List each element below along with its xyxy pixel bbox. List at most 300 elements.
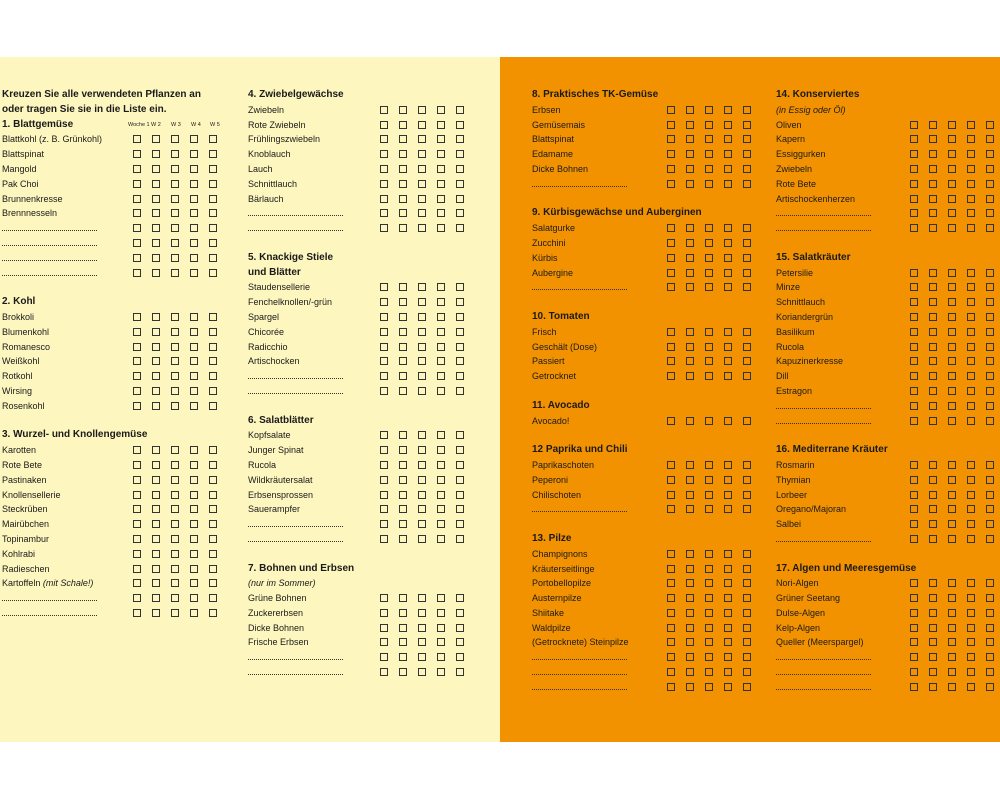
week-checkbox[interactable] <box>705 180 713 188</box>
week-checkbox[interactable] <box>967 668 975 676</box>
week-checkbox[interactable] <box>705 343 713 351</box>
week-checkbox[interactable] <box>667 106 675 114</box>
week-checkbox[interactable] <box>380 638 388 646</box>
week-checkbox[interactable] <box>686 550 694 558</box>
week-checkbox[interactable] <box>437 431 445 439</box>
week-checkbox[interactable] <box>456 624 464 632</box>
week-checkbox[interactable] <box>910 357 918 365</box>
week-checkbox[interactable] <box>152 150 160 158</box>
week-checkbox[interactable] <box>910 417 918 425</box>
write-in-line[interactable] <box>532 177 627 187</box>
week-checkbox[interactable] <box>190 165 198 173</box>
week-checkbox[interactable] <box>437 535 445 543</box>
week-checkbox[interactable] <box>456 283 464 291</box>
week-checkbox[interactable] <box>133 520 141 528</box>
week-checkbox[interactable] <box>133 135 141 143</box>
week-checkbox[interactable] <box>399 520 407 528</box>
week-checkbox[interactable] <box>948 121 956 129</box>
week-checkbox[interactable] <box>724 328 732 336</box>
week-checkbox[interactable] <box>418 505 426 513</box>
week-checkbox[interactable] <box>418 638 426 646</box>
week-checkbox[interactable] <box>667 121 675 129</box>
week-checkbox[interactable] <box>986 624 994 632</box>
week-checkbox[interactable] <box>929 313 937 321</box>
week-checkbox[interactable] <box>705 550 713 558</box>
week-checkbox[interactable] <box>171 357 179 365</box>
week-checkbox[interactable] <box>380 283 388 291</box>
week-checkbox[interactable] <box>967 121 975 129</box>
week-checkbox[interactable] <box>437 638 445 646</box>
week-checkbox[interactable] <box>686 653 694 661</box>
week-checkbox[interactable] <box>910 579 918 587</box>
week-checkbox[interactable] <box>399 624 407 632</box>
week-checkbox[interactable] <box>456 224 464 232</box>
write-in-line[interactable] <box>2 221 97 231</box>
week-checkbox[interactable] <box>967 520 975 528</box>
week-checkbox[interactable] <box>986 195 994 203</box>
week-checkbox[interactable] <box>152 343 160 351</box>
week-checkbox[interactable] <box>743 106 751 114</box>
week-checkbox[interactable] <box>399 668 407 676</box>
week-checkbox[interactable] <box>929 150 937 158</box>
week-checkbox[interactable] <box>380 520 388 528</box>
week-checkbox[interactable] <box>986 683 994 691</box>
week-checkbox[interactable] <box>133 195 141 203</box>
week-checkbox[interactable] <box>948 209 956 217</box>
week-checkbox[interactable] <box>399 106 407 114</box>
week-checkbox[interactable] <box>399 505 407 513</box>
week-checkbox[interactable] <box>967 402 975 410</box>
week-checkbox[interactable] <box>667 579 675 587</box>
week-checkbox[interactable] <box>743 683 751 691</box>
write-in-line[interactable] <box>532 680 627 690</box>
week-checkbox[interactable] <box>152 224 160 232</box>
week-checkbox[interactable] <box>418 446 426 454</box>
week-checkbox[interactable] <box>437 357 445 365</box>
week-checkbox[interactable] <box>380 624 388 632</box>
week-checkbox[interactable] <box>418 431 426 439</box>
week-checkbox[interactable] <box>133 609 141 617</box>
week-checkbox[interactable] <box>418 594 426 602</box>
week-checkbox[interactable] <box>929 476 937 484</box>
week-checkbox[interactable] <box>380 609 388 617</box>
week-checkbox[interactable] <box>948 609 956 617</box>
week-checkbox[interactable] <box>133 328 141 336</box>
week-checkbox[interactable] <box>380 313 388 321</box>
week-checkbox[interactable] <box>948 328 956 336</box>
week-checkbox[interactable] <box>209 328 217 336</box>
week-checkbox[interactable] <box>399 609 407 617</box>
write-in-line[interactable] <box>776 414 871 424</box>
week-checkbox[interactable] <box>686 505 694 513</box>
week-checkbox[interactable] <box>667 565 675 573</box>
week-checkbox[interactable] <box>171 491 179 499</box>
week-checkbox[interactable] <box>967 491 975 499</box>
week-checkbox[interactable] <box>437 609 445 617</box>
week-checkbox[interactable] <box>133 224 141 232</box>
week-checkbox[interactable] <box>171 254 179 262</box>
week-checkbox[interactable] <box>190 520 198 528</box>
week-checkbox[interactable] <box>418 195 426 203</box>
week-checkbox[interactable] <box>929 328 937 336</box>
week-checkbox[interactable] <box>948 343 956 351</box>
week-checkbox[interactable] <box>399 476 407 484</box>
week-checkbox[interactable] <box>948 298 956 306</box>
week-checkbox[interactable] <box>209 535 217 543</box>
week-checkbox[interactable] <box>986 535 994 543</box>
week-checkbox[interactable] <box>929 224 937 232</box>
week-checkbox[interactable] <box>686 609 694 617</box>
week-checkbox[interactable] <box>209 505 217 513</box>
week-checkbox[interactable] <box>152 239 160 247</box>
week-checkbox[interactable] <box>171 387 179 395</box>
week-checkbox[interactable] <box>724 283 732 291</box>
week-checkbox[interactable] <box>133 209 141 217</box>
week-checkbox[interactable] <box>418 150 426 158</box>
week-checkbox[interactable] <box>667 668 675 676</box>
week-checkbox[interactable] <box>724 683 732 691</box>
week-checkbox[interactable] <box>986 579 994 587</box>
week-checkbox[interactable] <box>418 520 426 528</box>
week-checkbox[interactable] <box>437 328 445 336</box>
week-checkbox[interactable] <box>667 476 675 484</box>
week-checkbox[interactable] <box>209 150 217 158</box>
week-checkbox[interactable] <box>209 269 217 277</box>
week-checkbox[interactable] <box>456 446 464 454</box>
write-in-line[interactable] <box>2 236 97 246</box>
week-checkbox[interactable] <box>437 121 445 129</box>
week-checkbox[interactable] <box>929 609 937 617</box>
week-checkbox[interactable] <box>929 594 937 602</box>
week-checkbox[interactable] <box>133 269 141 277</box>
week-checkbox[interactable] <box>209 461 217 469</box>
week-checkbox[interactable] <box>399 431 407 439</box>
week-checkbox[interactable] <box>986 417 994 425</box>
week-checkbox[interactable] <box>705 505 713 513</box>
week-checkbox[interactable] <box>724 624 732 632</box>
week-checkbox[interactable] <box>152 165 160 173</box>
week-checkbox[interactable] <box>686 150 694 158</box>
write-in-line[interactable] <box>248 665 343 675</box>
week-checkbox[interactable] <box>929 387 937 395</box>
week-checkbox[interactable] <box>171 269 179 277</box>
week-checkbox[interactable] <box>948 624 956 632</box>
week-checkbox[interactable] <box>399 195 407 203</box>
week-checkbox[interactable] <box>910 668 918 676</box>
week-checkbox[interactable] <box>686 224 694 232</box>
week-checkbox[interactable] <box>743 638 751 646</box>
week-checkbox[interactable] <box>456 106 464 114</box>
week-checkbox[interactable] <box>456 491 464 499</box>
week-checkbox[interactable] <box>437 135 445 143</box>
week-checkbox[interactable] <box>456 638 464 646</box>
week-checkbox[interactable] <box>133 254 141 262</box>
week-checkbox[interactable] <box>705 624 713 632</box>
week-checkbox[interactable] <box>152 313 160 321</box>
week-checkbox[interactable] <box>929 520 937 528</box>
week-checkbox[interactable] <box>190 387 198 395</box>
week-checkbox[interactable] <box>667 417 675 425</box>
week-checkbox[interactable] <box>667 269 675 277</box>
week-checkbox[interactable] <box>190 372 198 380</box>
week-checkbox[interactable] <box>686 269 694 277</box>
week-checkbox[interactable] <box>209 565 217 573</box>
week-checkbox[interactable] <box>705 150 713 158</box>
week-checkbox[interactable] <box>209 357 217 365</box>
week-checkbox[interactable] <box>910 387 918 395</box>
week-checkbox[interactable] <box>418 135 426 143</box>
week-checkbox[interactable] <box>929 505 937 513</box>
write-in-line[interactable] <box>776 206 871 216</box>
week-checkbox[interactable] <box>437 668 445 676</box>
week-checkbox[interactable] <box>948 505 956 513</box>
week-checkbox[interactable] <box>380 446 388 454</box>
week-checkbox[interactable] <box>705 668 713 676</box>
week-checkbox[interactable] <box>152 402 160 410</box>
week-checkbox[interactable] <box>399 446 407 454</box>
week-checkbox[interactable] <box>724 121 732 129</box>
week-checkbox[interactable] <box>910 491 918 499</box>
week-checkbox[interactable] <box>986 638 994 646</box>
week-checkbox[interactable] <box>686 579 694 587</box>
week-checkbox[interactable] <box>456 372 464 380</box>
week-checkbox[interactable] <box>724 505 732 513</box>
week-checkbox[interactable] <box>209 387 217 395</box>
week-checkbox[interactable] <box>929 269 937 277</box>
week-checkbox[interactable] <box>399 535 407 543</box>
week-checkbox[interactable] <box>171 313 179 321</box>
week-checkbox[interactable] <box>686 461 694 469</box>
week-checkbox[interactable] <box>667 461 675 469</box>
week-checkbox[interactable] <box>948 668 956 676</box>
week-checkbox[interactable] <box>986 298 994 306</box>
week-checkbox[interactable] <box>910 594 918 602</box>
week-checkbox[interactable] <box>380 224 388 232</box>
week-checkbox[interactable] <box>986 224 994 232</box>
week-checkbox[interactable] <box>910 195 918 203</box>
week-checkbox[interactable] <box>209 476 217 484</box>
week-checkbox[interactable] <box>705 239 713 247</box>
week-checkbox[interactable] <box>910 535 918 543</box>
week-checkbox[interactable] <box>967 224 975 232</box>
week-checkbox[interactable] <box>133 535 141 543</box>
week-checkbox[interactable] <box>399 594 407 602</box>
week-checkbox[interactable] <box>705 461 713 469</box>
week-checkbox[interactable] <box>705 269 713 277</box>
week-checkbox[interactable] <box>209 343 217 351</box>
week-checkbox[interactable] <box>686 121 694 129</box>
week-checkbox[interactable] <box>724 343 732 351</box>
week-checkbox[interactable] <box>724 372 732 380</box>
week-checkbox[interactable] <box>152 579 160 587</box>
week-checkbox[interactable] <box>667 683 675 691</box>
week-checkbox[interactable] <box>380 431 388 439</box>
week-checkbox[interactable] <box>437 150 445 158</box>
write-in-line[interactable] <box>532 502 627 512</box>
week-checkbox[interactable] <box>152 446 160 454</box>
week-checkbox[interactable] <box>686 372 694 380</box>
week-checkbox[interactable] <box>686 668 694 676</box>
week-checkbox[interactable] <box>724 653 732 661</box>
week-checkbox[interactable] <box>986 372 994 380</box>
week-checkbox[interactable] <box>967 609 975 617</box>
week-checkbox[interactable] <box>133 387 141 395</box>
write-in-line[interactable] <box>2 606 97 616</box>
week-checkbox[interactable] <box>190 313 198 321</box>
week-checkbox[interactable] <box>437 224 445 232</box>
week-checkbox[interactable] <box>667 254 675 262</box>
write-in-line[interactable] <box>776 399 871 409</box>
week-checkbox[interactable] <box>929 402 937 410</box>
week-checkbox[interactable] <box>380 180 388 188</box>
week-checkbox[interactable] <box>190 328 198 336</box>
week-checkbox[interactable] <box>456 609 464 617</box>
week-checkbox[interactable] <box>929 121 937 129</box>
week-checkbox[interactable] <box>967 579 975 587</box>
week-checkbox[interactable] <box>152 180 160 188</box>
week-checkbox[interactable] <box>986 209 994 217</box>
week-checkbox[interactable] <box>152 550 160 558</box>
week-checkbox[interactable] <box>667 150 675 158</box>
week-checkbox[interactable] <box>399 343 407 351</box>
week-checkbox[interactable] <box>948 283 956 291</box>
week-checkbox[interactable] <box>743 668 751 676</box>
week-checkbox[interactable] <box>910 209 918 217</box>
week-checkbox[interactable] <box>133 357 141 365</box>
week-checkbox[interactable] <box>929 535 937 543</box>
week-checkbox[interactable] <box>724 417 732 425</box>
week-checkbox[interactable] <box>418 209 426 217</box>
week-checkbox[interactable] <box>948 135 956 143</box>
week-checkbox[interactable] <box>437 180 445 188</box>
week-checkbox[interactable] <box>133 180 141 188</box>
week-checkbox[interactable] <box>929 638 937 646</box>
week-checkbox[interactable] <box>380 476 388 484</box>
week-checkbox[interactable] <box>133 150 141 158</box>
week-checkbox[interactable] <box>743 609 751 617</box>
week-checkbox[interactable] <box>380 668 388 676</box>
week-checkbox[interactable] <box>986 594 994 602</box>
week-checkbox[interactable] <box>910 476 918 484</box>
week-checkbox[interactable] <box>743 343 751 351</box>
week-checkbox[interactable] <box>967 180 975 188</box>
week-checkbox[interactable] <box>724 180 732 188</box>
week-checkbox[interactable] <box>967 269 975 277</box>
week-checkbox[interactable] <box>380 121 388 129</box>
week-checkbox[interactable] <box>743 357 751 365</box>
week-checkbox[interactable] <box>948 579 956 587</box>
week-checkbox[interactable] <box>399 653 407 661</box>
week-checkbox[interactable] <box>190 269 198 277</box>
week-checkbox[interactable] <box>171 165 179 173</box>
week-checkbox[interactable] <box>171 372 179 380</box>
week-checkbox[interactable] <box>929 283 937 291</box>
week-checkbox[interactable] <box>724 224 732 232</box>
week-checkbox[interactable] <box>456 165 464 173</box>
week-checkbox[interactable] <box>152 328 160 336</box>
write-in-line[interactable] <box>2 266 97 276</box>
week-checkbox[interactable] <box>743 372 751 380</box>
week-checkbox[interactable] <box>910 520 918 528</box>
week-checkbox[interactable] <box>190 461 198 469</box>
week-checkbox[interactable] <box>743 579 751 587</box>
week-checkbox[interactable] <box>743 180 751 188</box>
week-checkbox[interactable] <box>437 343 445 351</box>
week-checkbox[interactable] <box>967 683 975 691</box>
week-checkbox[interactable] <box>743 417 751 425</box>
week-checkbox[interactable] <box>667 372 675 380</box>
week-checkbox[interactable] <box>967 328 975 336</box>
week-checkbox[interactable] <box>456 313 464 321</box>
week-checkbox[interactable] <box>724 476 732 484</box>
week-checkbox[interactable] <box>456 653 464 661</box>
week-checkbox[interactable] <box>399 180 407 188</box>
week-checkbox[interactable] <box>929 491 937 499</box>
week-checkbox[interactable] <box>743 254 751 262</box>
week-checkbox[interactable] <box>399 491 407 499</box>
week-checkbox[interactable] <box>967 624 975 632</box>
week-checkbox[interactable] <box>910 505 918 513</box>
week-checkbox[interactable] <box>418 180 426 188</box>
week-checkbox[interactable] <box>705 224 713 232</box>
week-checkbox[interactable] <box>986 357 994 365</box>
week-checkbox[interactable] <box>399 121 407 129</box>
week-checkbox[interactable] <box>133 550 141 558</box>
week-checkbox[interactable] <box>418 165 426 173</box>
week-checkbox[interactable] <box>667 491 675 499</box>
week-checkbox[interactable] <box>418 313 426 321</box>
week-checkbox[interactable] <box>418 106 426 114</box>
week-checkbox[interactable] <box>380 195 388 203</box>
week-checkbox[interactable] <box>380 106 388 114</box>
week-checkbox[interactable] <box>456 387 464 395</box>
week-checkbox[interactable] <box>171 402 179 410</box>
week-checkbox[interactable] <box>986 343 994 351</box>
week-checkbox[interactable] <box>724 491 732 499</box>
week-checkbox[interactable] <box>133 165 141 173</box>
week-checkbox[interactable] <box>986 150 994 158</box>
week-checkbox[interactable] <box>190 135 198 143</box>
week-checkbox[interactable] <box>705 476 713 484</box>
week-checkbox[interactable] <box>686 254 694 262</box>
write-in-line[interactable] <box>2 251 97 261</box>
week-checkbox[interactable] <box>986 121 994 129</box>
week-checkbox[interactable] <box>686 565 694 573</box>
week-checkbox[interactable] <box>667 165 675 173</box>
week-checkbox[interactable] <box>686 165 694 173</box>
week-checkbox[interactable] <box>380 209 388 217</box>
week-checkbox[interactable] <box>724 135 732 143</box>
week-checkbox[interactable] <box>399 638 407 646</box>
write-in-line[interactable] <box>532 665 627 675</box>
write-in-line[interactable] <box>248 384 343 394</box>
week-checkbox[interactable] <box>152 461 160 469</box>
week-checkbox[interactable] <box>152 609 160 617</box>
week-checkbox[interactable] <box>967 343 975 351</box>
week-checkbox[interactable] <box>171 180 179 188</box>
week-checkbox[interactable] <box>437 476 445 484</box>
week-checkbox[interactable] <box>705 135 713 143</box>
week-checkbox[interactable] <box>986 387 994 395</box>
week-checkbox[interactable] <box>910 638 918 646</box>
week-checkbox[interactable] <box>743 505 751 513</box>
week-checkbox[interactable] <box>948 520 956 528</box>
week-checkbox[interactable] <box>152 594 160 602</box>
week-checkbox[interactable] <box>667 653 675 661</box>
week-checkbox[interactable] <box>133 491 141 499</box>
week-checkbox[interactable] <box>986 165 994 173</box>
write-in-line[interactable] <box>776 532 871 542</box>
